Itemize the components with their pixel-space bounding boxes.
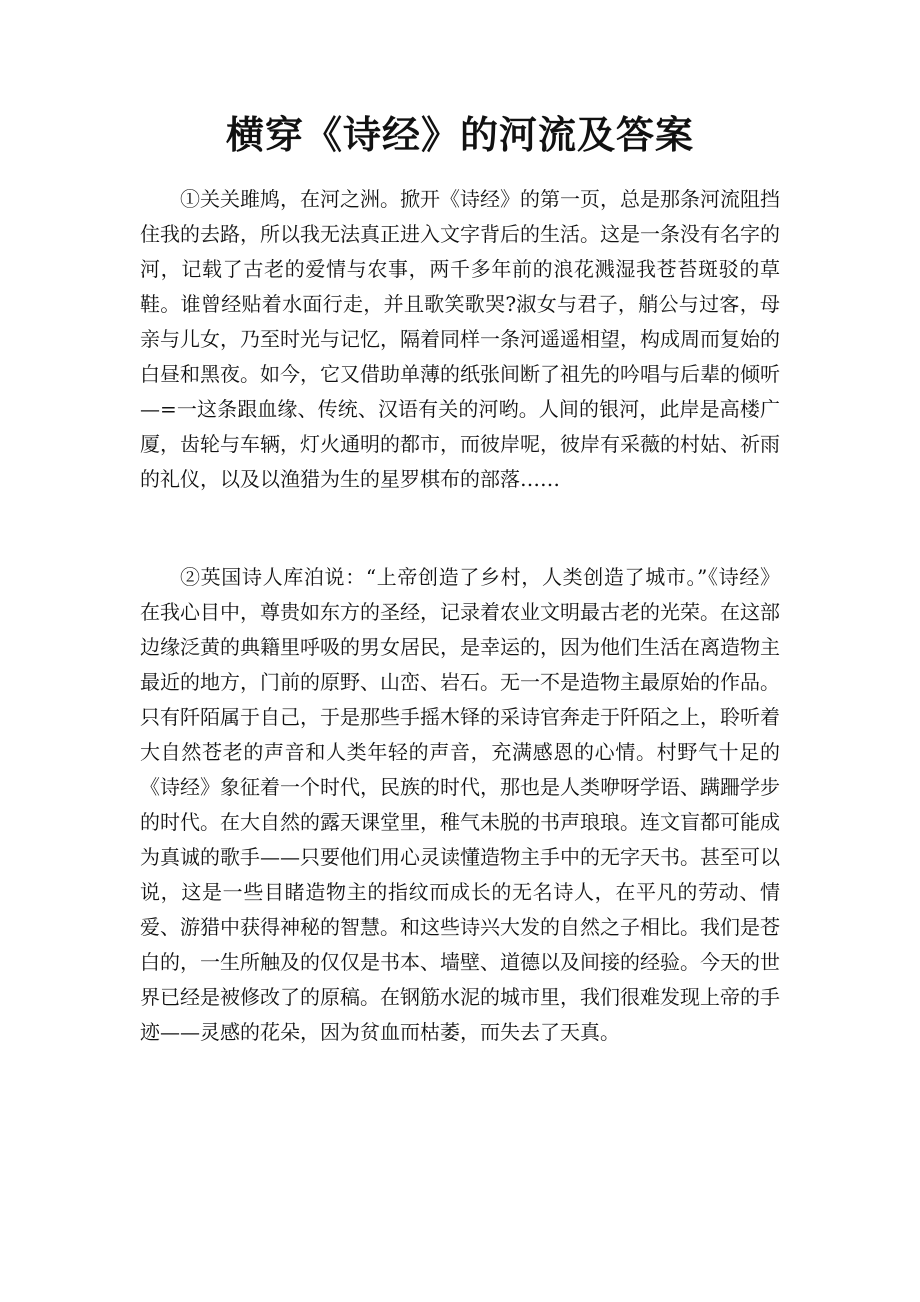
- paragraph-1: ①关关雎鸠，在河之洲。掀开《诗经》的第一页，总是那条河流阻挡住我的去路，所以我无法真正进入文字背后的生活。这是一条没有名字的河，记载了古老的爱情与农事，两千多年前的浪花溅湿我苍苔斑驳的草鞋。谁曾经贴着水面行走，并且歌笑歌哭?淑女与君子，艄公与过客，母亲与儿女，乃至时光与记忆，隔着同样一条河遥遥相望，构成周而复始的白昼和黑夜。如今，它又借助单薄的纸张间断了祖先的吟唱与后辈的倾听—=一这条跟血缘、传统、汉语有关的河哟。人间的银河，此岸是高楼广厦，齿轮与车辆，灯火通明的都市，而彼岸呢，彼岸有采薇的村姑、祈雨的礼仪，以及以渔猎为生的星罗棋布的部落……: [140, 187, 780, 491]
- document-title: 横穿《诗经》的河流及答案: [225, 112, 694, 157]
- paragraph-2: ②英国诗人库泊说：“上帝创造了乡村，人类创造了城市。”《诗经》在我心目中，尊贵如东方的圣经，记录着农业文明最古老的光荣。在这部边缘泛黄的典籍里呼吸的男女居民，是幸运的，因为他们生活在离造物主最近的地方，门前的原野、山峦、岩石。无一不是造物主最原始的作品。只有阡陌属于自己，于是那些手摇木铎的采诗官奔走于阡陌之上，聆听着大自然苍老的声音和人类年轻的声音，充满感恩的心情。村野气十足的《诗经》象征着一个时代，民族的时代，那也是人类咿呀学语、蹒跚学步的时代。在大自然的露天课堂里，稚气未脱的书声琅琅。连文盲都可能成为真诚的歌手——只要他们用心灵读懂造物主手中的无字天书。甚至可以说，这是一些目睹造物主的指纹而成长的无名诗人，在平凡的劳动、情爱、游猎中获得神秘的智慧。和这些诗兴大发的自然之子相比。我们是苍白的，一生所触及的仅仅是书本、墙壁、道德以及间接的经验。今天的世界已经是被修改了的原稿。在钢筋水泥的城市里，我们很难发现上帝的手迹——灵感的花朵，因为贫血而枯萎，而失去了天真。: [140, 565, 780, 1044]
